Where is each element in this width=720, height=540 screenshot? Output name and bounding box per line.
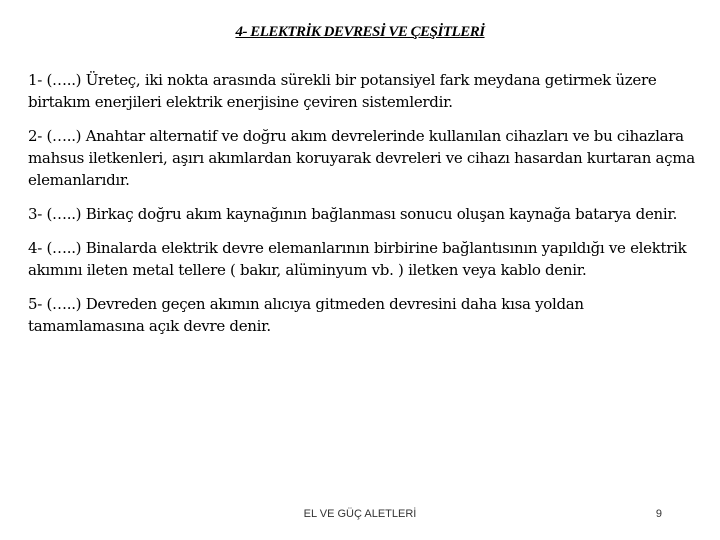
question-list	[28, 69, 698, 349]
list-item: 5- (…..) Devreden geçen akımın alıcıya gitmeden devresini daha kısa yoldan tamamlamasına açık devre denir.	[28, 295, 584, 335]
list-item: 4- (…..) Binalarda elektrik devre elemanlarının birbirine bağlantısının yapıldığı ve elektrik akımını ileten metal tellere ( bakır, alüminyum vb. ) iletken veya kablo denir.	[28, 239, 687, 279]
list-item: 3- (…..) Birkaç doğru akım kaynağının bağlanması sonucu oluşan kaynağa batarya denir.	[28, 205, 678, 223]
list-item: 1- (…..) Üreteç, iki nokta arasında sürekli bir potansiyel fark meydana getirmek üzere birtakım enerjileri elektrik enerjisine çeviren sistemlerdir.	[28, 71, 657, 111]
list-item: 2- (…..) Anahtar alternatif ve doğru akım devrelerinde kullanılan cihazları ve bu cihazlara mahsus iletkenleri, aşırı akımlardan koruyarak devreleri ve cihazı hasardan kurtaran açma elemanlarıdır.	[28, 127, 695, 189]
footer-label: EL VE GÜÇ ALETLERİ	[303, 508, 417, 520]
page-number: 9	[655, 508, 662, 520]
page-title: 4- ELEKTRİK DEVRESİ VE ÇEŞİTLERİ	[235, 24, 485, 40]
